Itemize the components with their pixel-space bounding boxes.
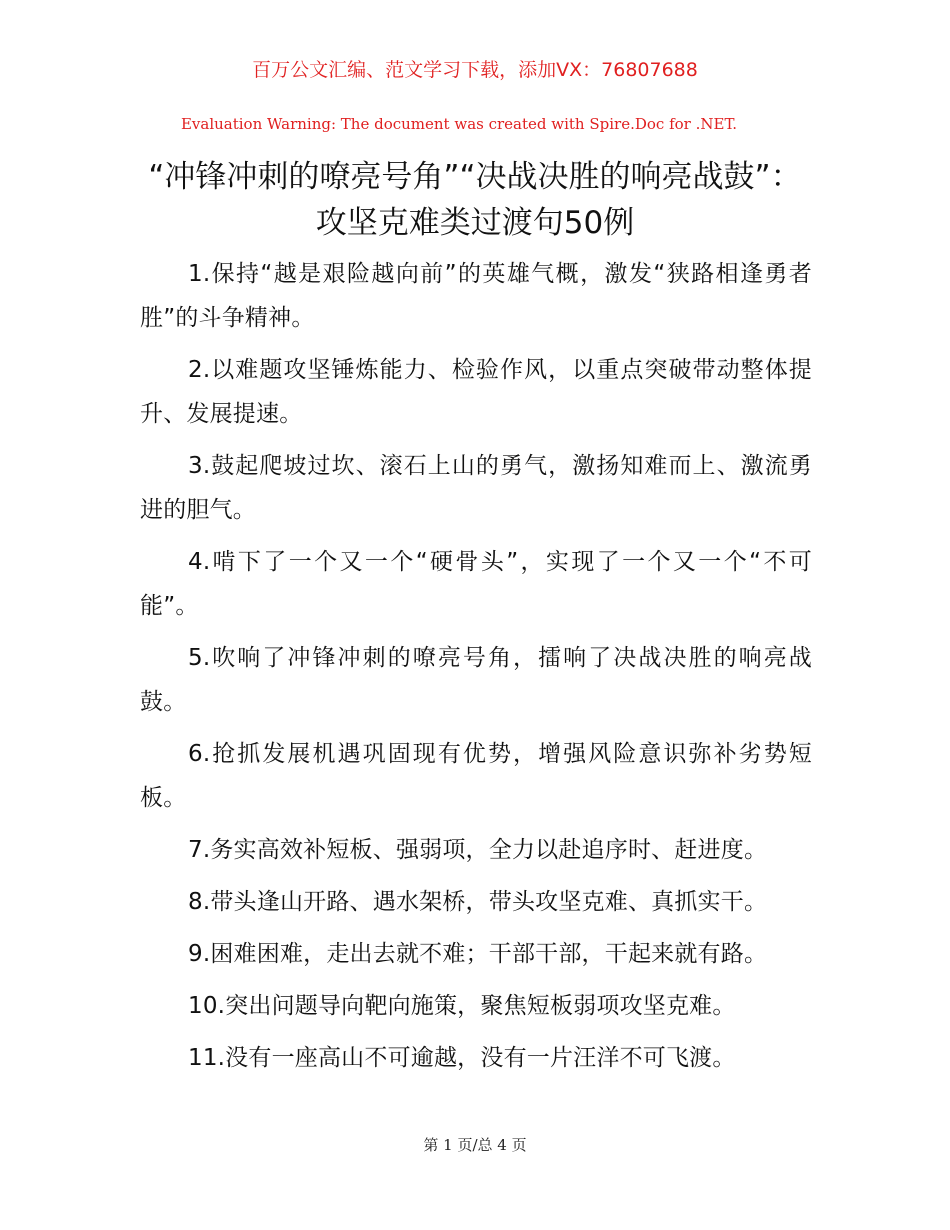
list-item: 2.以难题攻坚锤炼能力、检验作风，以重点突破带动整体提升、发展提速。 <box>140 357 812 427</box>
list-item: 7.务实高效补短板、强弱项，全力以赴追序时、赶进度。 <box>188 837 768 863</box>
page-number-footer: 第 1 页/总 4 页 <box>423 1136 527 1154</box>
list-item: 5.吹响了冲锋冲刺的嘹亮号角，擂响了决战决胜的响亮战鼓。 <box>140 645 812 715</box>
document-body <box>140 252 812 1088</box>
evaluation-warning: Evaluation Warning: The document was created with Spire.Doc for .NET. <box>180 115 738 133</box>
list-item: 8.带头逢山开路、遇水架桥，带头攻坚克难、真抓实干。 <box>188 889 768 915</box>
list-item: 6.抢抓发展机遇巩固现有优势，增强风险意识弥补劣势短板。 <box>140 741 812 811</box>
list-item: 11.没有一座高山不可逾越，没有一片汪洋不可飞渡。 <box>188 1045 736 1071</box>
list-item: 1.保持“越是艰险越向前”的英雄气概，激发“狭路相逢勇者胜”的斗争精神。 <box>140 261 812 331</box>
list-item: 10.突出问题导向靶向施策，聚焦短板弱项攻坚克难。 <box>188 993 736 1019</box>
page-title: “冲锋冲刺的嘹亮号角”“决战决胜的响亮战鼓”：攻坚克难类过渡句50例 <box>148 159 802 241</box>
list-item: 9.困难困难，走出去就不难；干部干部，干起来就有路。 <box>188 941 768 967</box>
header-banner: 百万公文汇编、范文学习下载，添加VX：76807688 <box>252 59 698 81</box>
list-item: 4.啃下了一个又一个“硬骨头”，实现了一个又一个“不可能”。 <box>140 549 812 619</box>
list-item: 3.鼓起爬坡过坎、滚石上山的勇气，激扬知难而上、激流勇进的胆气。 <box>140 453 812 523</box>
